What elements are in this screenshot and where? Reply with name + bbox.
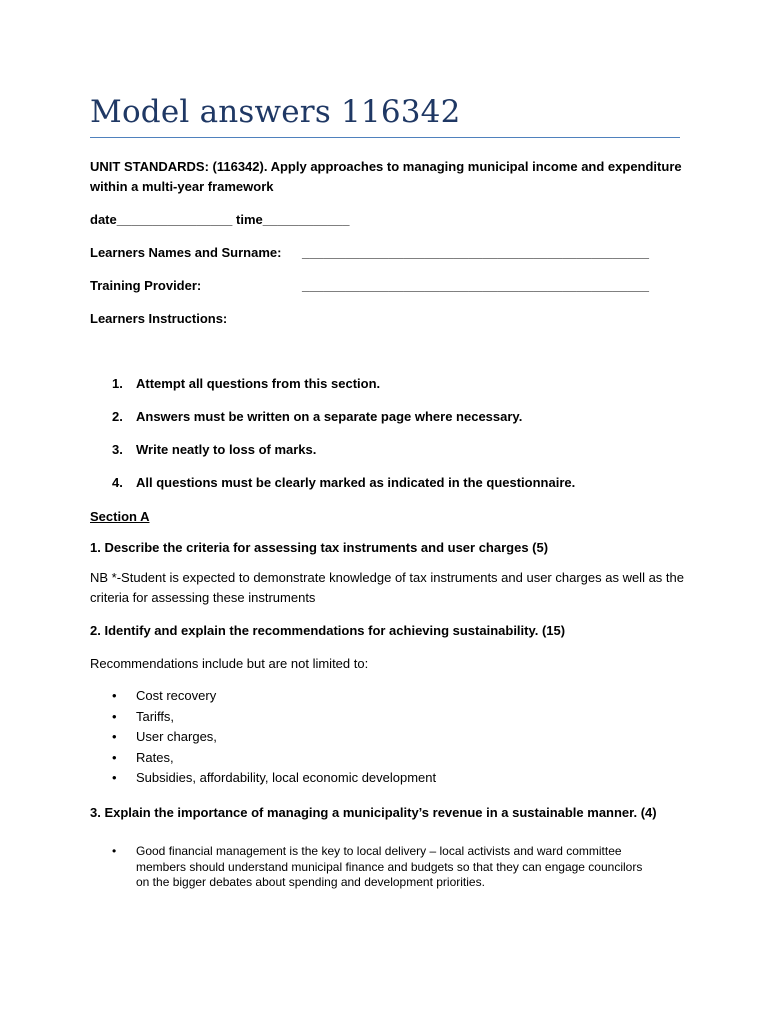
bullet-icon: • [112,688,117,703]
bullet-icon: • [112,770,117,785]
title-divider [90,137,680,138]
learner-names-field: ________________________________________________ [302,245,650,260]
instruction-number: 2. [112,409,123,424]
instruction-number: 4. [112,475,123,490]
unit-standards-text: UNIT STANDARDS: (116342). Apply approaches to managing municipal income and expenditure within a multi-year framework [90,159,682,194]
instructions-label: Learners Instructions: [90,311,228,326]
question-2: 2. Identify and explain the recommendations for achieving sustainability. (15) [90,623,566,638]
document-title: Model answers 116342 [90,94,461,130]
question-1-note: NB *-Student is expected to demonstrate knowledge of tax instruments and user charges as well as the criteria for assessing these instruments [90,570,684,605]
recommendation-text: Rates, [136,749,174,765]
training-provider-label: Training Provider: [90,278,202,293]
recommendation-text: User charges, [136,729,217,744]
learner-names-label: Learners Names and Surname: [90,245,282,260]
bullet-icon: • [112,729,117,744]
recommendations-intro: Recommendations include but are not limited to: [90,656,369,671]
instruction-text: All questions must be clearly marked as indicated in the questionnaire. [136,475,576,490]
learner-names-row [90,243,650,263]
question-1: 1. Describe the criteria for assessing tax instruments and user charges (5) [90,540,549,555]
instruction-number: 1. [112,376,123,391]
bullet-icon: • [112,844,117,858]
section-heading: Section A [90,509,150,524]
date-time-line: date________________ time____________ [90,212,350,227]
training-provider-field: ________________________________________________ [302,278,650,293]
bullet-icon: • [112,749,117,765]
instruction-text: Attempt all questions from this section. [136,376,381,391]
question-3: 3. Explain the importance of managing a municipality’s revenue in a sustainable manner. (4) [90,805,657,820]
instruction-text: Answers must be written on a separate page where necessary. [136,409,523,424]
recommendation-text: Tariffs, [136,708,175,724]
recommendation-text: Subsidies, affordability, local economic development [136,770,437,785]
instruction-number: 3. [112,442,123,457]
bullet-icon: • [112,708,117,724]
answer-text: Good financial management is the key to local delivery – local activists and ward committee members should understand municipal finance and budgets so that they can engage councilors on the bigger debates about spending and development priorities. [136,844,643,889]
recommendation-text: Cost recovery [136,688,217,703]
training-provider-row [90,276,650,296]
instruction-text: Write neatly to loss of marks. [136,442,317,457]
